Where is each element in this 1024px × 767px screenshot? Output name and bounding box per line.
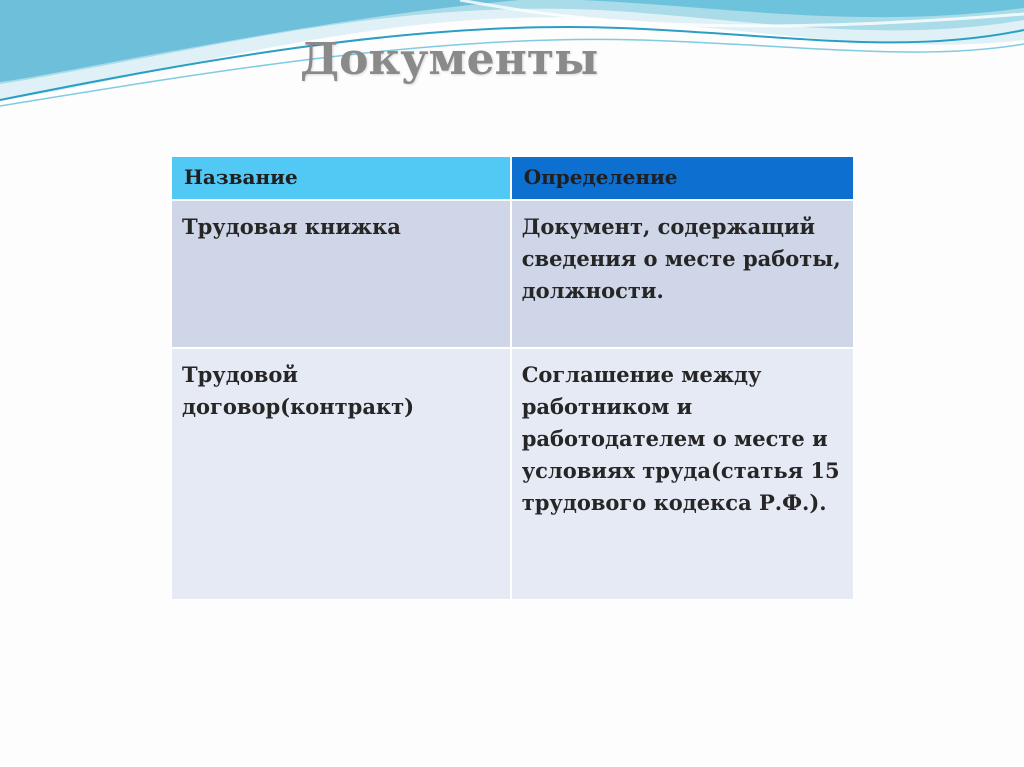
header-definition-label: Определение	[523, 165, 678, 189]
row-2-name: Трудовой договор(контракт)	[182, 362, 415, 419]
table-cell-name	[171, 348, 511, 600]
table-header-row	[171, 156, 854, 200]
table-row	[171, 200, 854, 348]
header-name-label: Название	[184, 165, 298, 189]
table-cell-definition	[511, 200, 854, 348]
header-definition	[511, 156, 854, 200]
row-1-name: Трудовая книжка	[182, 214, 401, 239]
table-row	[171, 348, 854, 600]
documents-table	[170, 155, 855, 601]
table-cell-name	[171, 200, 511, 348]
row-1-definition: Документ, содержащий сведения о месте работы, должности.	[521, 214, 841, 303]
row-2-definition: Соглашение между работником и работодателем о месте и условиях труда(статья 15 трудового кодекса Р.Ф.).	[521, 362, 840, 515]
header-name	[171, 156, 511, 200]
table-cell-definition	[511, 348, 854, 600]
slide-title: Документы	[300, 34, 599, 85]
